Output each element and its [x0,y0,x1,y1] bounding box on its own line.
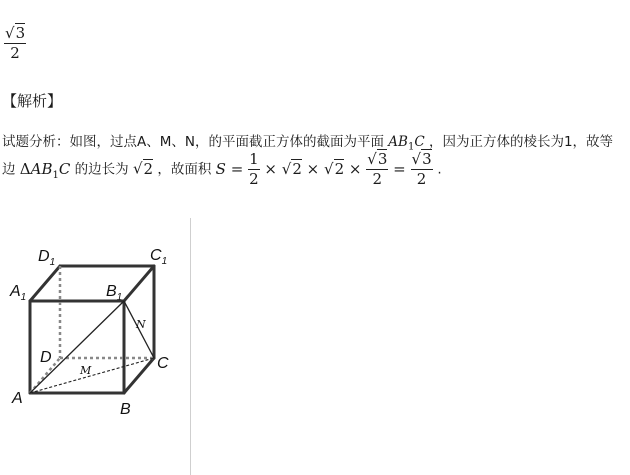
analysis-line-2 [2,152,442,187]
area-formula: S = $\frac{1}{2}$ × √2 × √2 × $\frac{√3}{2}$ = $\frac{√3}{2}$ [215,150,432,188]
answer-fraction: $\frac{√3}{2}$ [5,24,26,62]
edge-BC [124,358,154,393]
edge-B1C1 [124,266,154,301]
cube-figure [0,238,190,418]
analysis-text-2a: 边 [2,161,16,178]
label-B: B [120,401,131,418]
analysis-text-2c: ，故面积 [157,161,212,178]
segment-AB1 [30,301,124,393]
answer-radicand: 3 [15,24,26,42]
edge-A1D1 [30,266,60,301]
edge-length: √2 [132,159,154,178]
analysis-text-1: 试题分析：如图，过点A、M、N，的平面截正方体的截面为平面 [2,134,384,150]
answer-value [4,26,26,61]
label-D1: $D_1$ [38,248,56,268]
plane-name: $AB_1C$ [388,134,425,153]
label-D: D [40,349,52,366]
analysis-text-2b: 的边长为 [74,161,129,178]
analysis-line-1 [2,130,613,153]
label-A: A [12,390,23,407]
analysis-end: . [437,161,442,178]
triangle-name: $\Delta AB_1C$ [19,159,71,181]
analysis-text-1b: ，因为正方体的棱长为1，故等 [428,134,614,150]
label-C1: $C_1$ [150,247,168,267]
analysis-heading: 【解析】 [2,92,63,110]
label-C: C [157,355,169,372]
answer-denominator: 2 [10,44,20,62]
label-M: M [80,364,92,377]
label-B1: $B_1$ [106,283,123,303]
label-N: N [136,318,146,331]
label-A1: $A_1$ [10,283,27,303]
figure-divider [190,218,191,475]
